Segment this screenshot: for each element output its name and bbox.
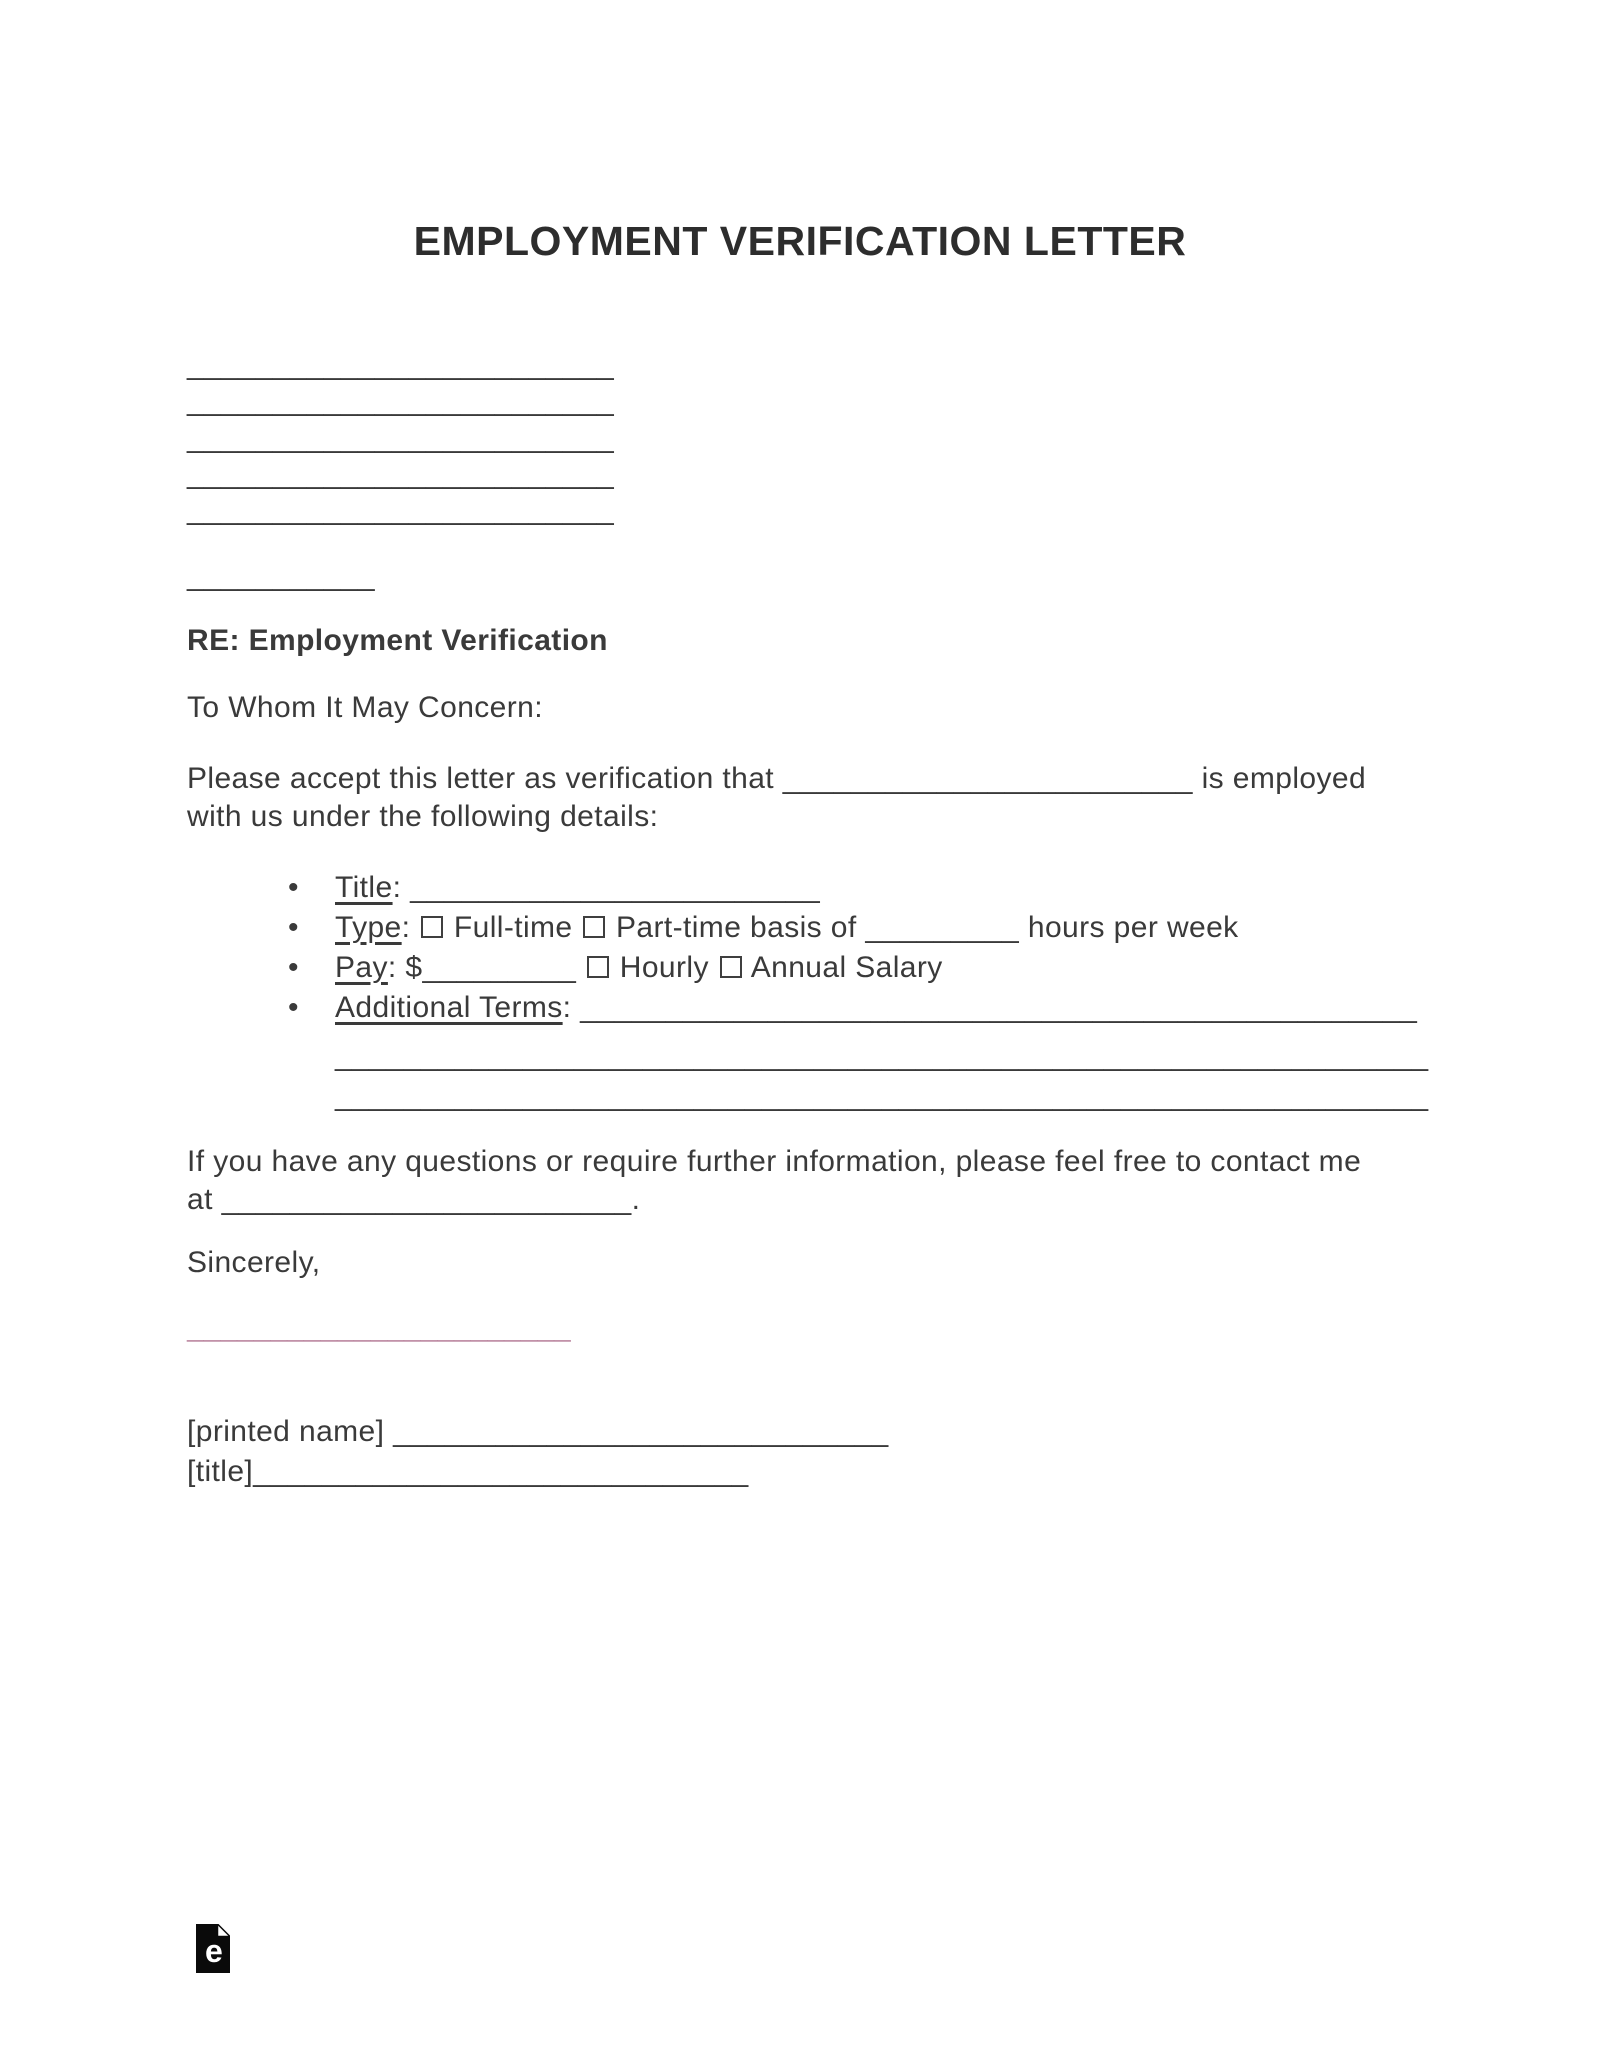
bullet-icon: • bbox=[288, 871, 299, 904]
title-label: [title] bbox=[187, 1455, 254, 1488]
part-time-label: Part-time basis of bbox=[616, 911, 857, 944]
full-time-label: Full-time bbox=[453, 911, 573, 944]
type-label: Type bbox=[335, 911, 402, 944]
type-colon: : bbox=[401, 911, 411, 944]
intro-paragraph bbox=[187, 760, 1447, 836]
pay-colon: : bbox=[387, 951, 397, 984]
hourly-label: Hourly bbox=[619, 951, 709, 984]
contact-line2-suffix: . bbox=[631, 1183, 641, 1216]
pay-label: Pay bbox=[335, 951, 388, 984]
additional-terms-extra-line[interactable]: ________________________________________________________________ bbox=[335, 1039, 1429, 1072]
printed-name-line bbox=[187, 1412, 889, 1452]
title-line bbox=[187, 1452, 889, 1492]
additional-terms-blank[interactable]: _________________________________________________ bbox=[580, 991, 1418, 1024]
intro-line2: with us under the following details: bbox=[187, 800, 659, 833]
details-list bbox=[187, 868, 1428, 1116]
bullet-icon: • bbox=[288, 991, 299, 1024]
closing-sincerely: Sincerely, bbox=[187, 1246, 321, 1279]
list-item-title bbox=[187, 868, 1428, 908]
printed-name-label: [printed name] bbox=[187, 1415, 385, 1448]
signature-blank-line[interactable]: _______________________ bbox=[187, 1312, 571, 1345]
employee-name-blank[interactable]: ________________________ bbox=[782, 762, 1193, 795]
list-item-pay bbox=[187, 948, 1428, 988]
pay-amount-blank[interactable]: $_________ bbox=[405, 951, 577, 984]
checkbox-part-time[interactable] bbox=[583, 916, 605, 938]
title-label: Title bbox=[335, 871, 393, 904]
salutation: To Whom It May Concern: bbox=[187, 691, 543, 724]
title-colon: : bbox=[392, 871, 402, 904]
bullet-icon: • bbox=[288, 911, 299, 944]
checkbox-hourly[interactable] bbox=[587, 956, 609, 978]
sender-address-block bbox=[187, 347, 614, 528]
hours-suffix: hours per week bbox=[1027, 911, 1239, 944]
checkbox-annual-salary[interactable] bbox=[720, 956, 742, 978]
eforms-logo-icon bbox=[196, 1924, 230, 1973]
checkbox-full-time[interactable] bbox=[421, 916, 443, 938]
intro-text-before: Please accept this letter as verification that bbox=[187, 762, 775, 795]
title-blank[interactable]: _____________________________ bbox=[253, 1455, 749, 1488]
additional-terms-label: Additional Terms bbox=[335, 991, 563, 1024]
contact-blank[interactable]: ________________________ bbox=[221, 1183, 632, 1216]
contact-line2-prefix: at bbox=[187, 1183, 213, 1216]
logo-letter: e bbox=[205, 1933, 224, 1969]
subject-line: RE: Employment Verification bbox=[187, 624, 608, 657]
date-blank-line[interactable]: ___________ bbox=[187, 559, 375, 592]
additional-terms-colon: : bbox=[562, 991, 572, 1024]
additional-terms-extra-line[interactable]: ________________________________________________________________ bbox=[335, 1079, 1429, 1112]
address-blank-line[interactable]: _________________________ bbox=[187, 348, 615, 381]
title-blank[interactable]: ________________________ bbox=[410, 871, 821, 904]
address-blank-line[interactable]: _________________________ bbox=[187, 456, 615, 490]
hours-blank[interactable]: _________ bbox=[865, 911, 1020, 944]
signer-identification-block bbox=[187, 1412, 889, 1492]
address-blank-line[interactable]: _________________________ bbox=[187, 420, 615, 454]
contact-line1: If you have any questions or require further information, please feel free to contact me bbox=[187, 1145, 1362, 1178]
address-blank-line[interactable]: _________________________ bbox=[187, 384, 615, 418]
annual-salary-label: Annual Salary bbox=[750, 951, 943, 984]
list-item-type bbox=[187, 908, 1428, 948]
bullet-icon: • bbox=[288, 951, 299, 984]
list-item-additional-terms bbox=[187, 988, 1428, 1028]
intro-text-after: is employed bbox=[1201, 762, 1367, 795]
address-blank-line[interactable]: _________________________ bbox=[187, 493, 615, 527]
contact-paragraph bbox=[187, 1143, 1361, 1219]
document-title: EMPLOYMENT VERIFICATION LETTER bbox=[413, 218, 1187, 264]
printed-name-blank[interactable]: _____________________________ bbox=[393, 1415, 889, 1448]
